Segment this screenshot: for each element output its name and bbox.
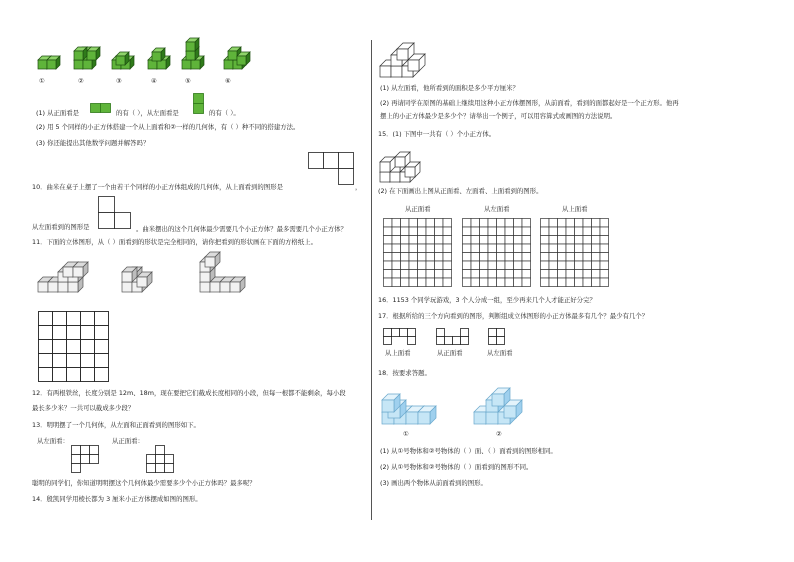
q13-front-view xyxy=(146,445,176,475)
q12-text-b: 最长多少米？一共可以截成多少段？ xyxy=(32,404,135,412)
q14-part2-b: 摆上的小正方体最少是多少个？请举出一个例子，可以用容算式或画图的方法说明。 xyxy=(380,112,617,120)
q17-label-top: 从上面看 xyxy=(385,349,411,357)
green-cube xyxy=(74,47,87,60)
q12-text-a: 12．有两根铁丝，长度分别是 12m、18m，现在要把它们截成长度相同的小段，但每一根都不能剩余，每小段 xyxy=(32,389,346,397)
q17-top-view xyxy=(383,328,419,348)
view-title-left: 从左面看 xyxy=(484,205,510,213)
q10-text-a: 10．曲米在桌子上摆了一个由若干个同样的小正方体组成的几何体，从上面看到的图形是 xyxy=(32,183,283,191)
shape-number-1: ① xyxy=(39,77,45,85)
q15-cube-figure xyxy=(378,146,424,184)
q17-left-view xyxy=(488,328,512,348)
q9-part1-b: 的有（ ），从左面看是 xyxy=(116,109,179,117)
q18-text: 18．按要求答题。 xyxy=(378,369,431,377)
shape-number-3: ③ xyxy=(116,77,122,85)
q13-left-label: 从左面看： xyxy=(37,437,69,445)
q9-part3: (3) 你还能提出其他数学问题并解答吗？ xyxy=(36,139,150,147)
q10-comma: ， xyxy=(355,183,362,191)
q10-top-view xyxy=(308,152,358,186)
q11-grid-paper xyxy=(38,311,110,383)
q17-label-front: 从正面看 xyxy=(437,349,463,357)
shape-number-4: ④ xyxy=(151,77,157,85)
green-cube xyxy=(116,52,129,65)
column-divider xyxy=(371,40,372,520)
q15-part1: 15．(1) 下图中一共有（ ）个小正方体。 xyxy=(378,130,496,138)
q9-part1-c: 的有（ ）。 xyxy=(209,109,240,117)
green-cube xyxy=(186,38,199,51)
q16-text: 16．1153 个同学玩游戏，3 个人分成一组，至少再来几个人才能正好分完？ xyxy=(378,296,596,304)
q18-part3: (3) 画出两个物体从前面看到的图形。 xyxy=(380,479,487,487)
q18-blue-solid-1 xyxy=(380,384,450,430)
q10-left-view xyxy=(98,196,134,230)
q18-blue-solid-2 xyxy=(472,384,542,430)
green-cube-shapes xyxy=(36,44,266,74)
q17-label-left: 从左面看 xyxy=(487,349,513,357)
shape-number-6: ⑥ xyxy=(225,77,231,85)
front-view-two-squares xyxy=(90,103,112,113)
q18-part1: (1) 从①号物体和②号物体的（ ）面、（ ）面看到的图形相同。 xyxy=(380,447,557,455)
q10-text-c: 。曲米摆出的这个几何体最少需要几个小正方体？最多需要几个小正方体？ xyxy=(136,225,347,233)
q18-part2: (2) 从①号物体和②号物体的（ ）面看到的图形不同。 xyxy=(380,463,533,471)
q13-front-label: 从正面看： xyxy=(112,437,144,445)
q14-part2-a: (2) 再请同学在原图的基础上继续用这种小正方体摆图形，从前面看，看到的面都起好是一个正方形。他再 xyxy=(380,99,679,107)
q13-question: 聪明的同学们，你知道明明摆这个几何体最少需要多少个小正方体吗？最多呢？ xyxy=(32,479,256,487)
q13-left-view xyxy=(71,445,101,475)
shape-number-5: ⑤ xyxy=(185,77,191,85)
q14-part1: (1) 从左面看，他所看到的面积是多少平方厘米？ xyxy=(380,84,519,92)
view-title-top: 从上面看 xyxy=(562,205,588,213)
green-cube xyxy=(237,52,250,65)
green-cube xyxy=(47,56,60,69)
view-title-front: 从正面看 xyxy=(405,205,431,213)
q11-solids xyxy=(36,258,276,298)
green-cube xyxy=(152,48,165,61)
q18-number-2: ② xyxy=(496,430,502,438)
grey-cube xyxy=(205,252,220,267)
q17-text: 17．根据所给的三个方向看到的图形，判断组成立体图形的小正方体最多有几个？最少有几个？ xyxy=(378,312,649,320)
q14-cube-figure xyxy=(378,40,430,80)
green-cube xyxy=(87,47,100,60)
grid-front-view xyxy=(383,218,453,290)
q9-part2: (2) 用 5 个同样的小正方体搭建一个从上面看和②一样的几何体，有（ ）种不同的搭建方法。 xyxy=(36,123,300,131)
grid-left-view xyxy=(462,218,532,290)
left-view-two-squares xyxy=(193,93,204,115)
grid-top-view xyxy=(540,218,610,290)
q13-text: 13．明明摆了一个几何体，从左面和正面看到的图形如下。 xyxy=(32,421,200,429)
q10-text-b: 从左面看到的图形是 xyxy=(32,223,90,231)
q18-number-1: ① xyxy=(403,430,409,438)
q17-front-view xyxy=(436,328,472,348)
q11-text: 11．下面的立体图形，从（ ）面看到的形状是完全相同的，请你把看到的形状画在下面的方格纸上。 xyxy=(32,238,317,246)
q14-text: 14．殷凯同学用棱长都为 3 厘米小正方体摆成如图的图形。 xyxy=(32,495,202,503)
q15-part2: (2) 在下面画出上图从正面看、左面看、上面看到的图形。 xyxy=(378,187,543,195)
q9-part1-a: (1) 从正面看是 xyxy=(36,109,80,117)
shape-number-2: ② xyxy=(78,77,84,85)
